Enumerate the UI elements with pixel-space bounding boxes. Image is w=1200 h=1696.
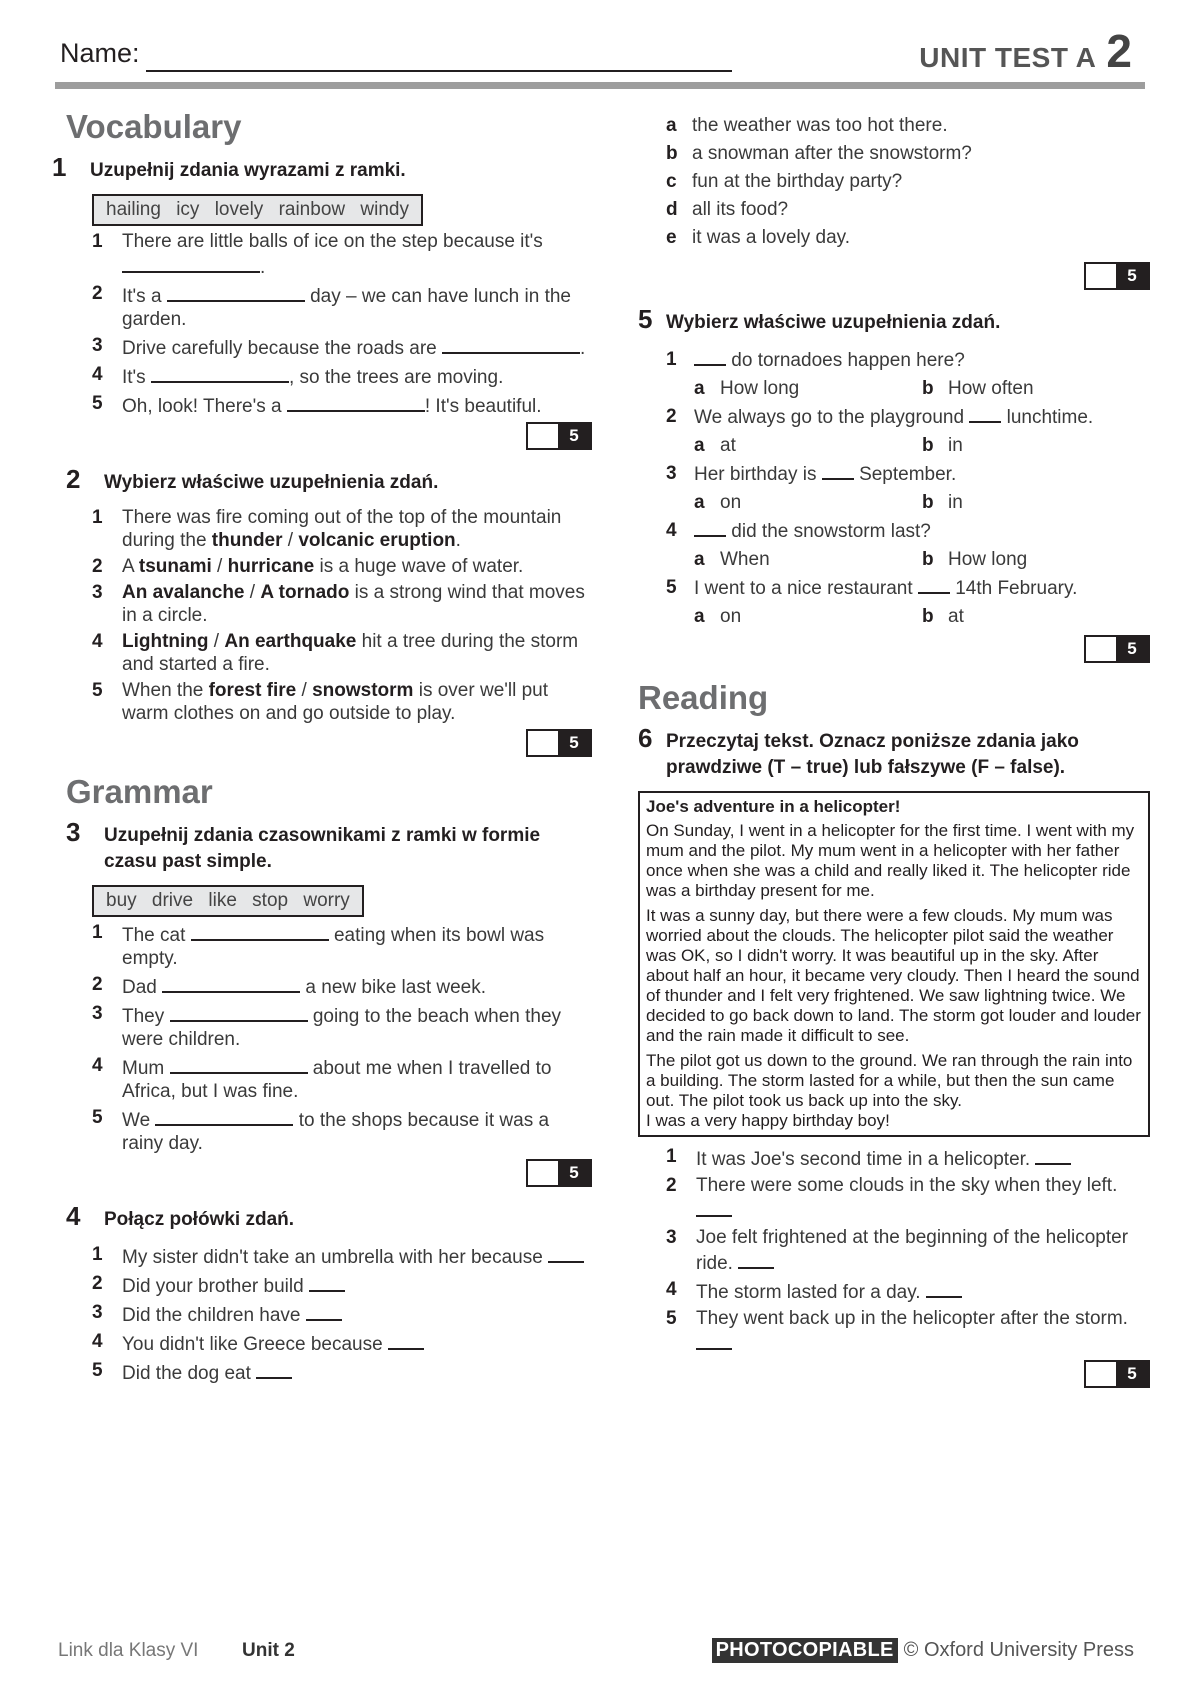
item-text: a new bike last week. [305,977,487,998]
item-text: 14th February. [955,578,1078,599]
item-text: all its food? [692,199,789,220]
item-number: 1 [92,1244,103,1265]
score-max: 5 [558,424,590,448]
answer-blank[interactable] [442,334,580,354]
item-number: 1 [666,349,677,370]
item-text: lunchtime. [1006,407,1094,428]
list-item [92,334,592,360]
exercise-number: 1 [52,152,67,182]
exercise-3-heading [52,819,592,875]
item-number: 3 [666,463,677,484]
list-item: 3 An avalanche / A tornado is a strong wind that moves in a circle. [92,582,585,626]
exercise-instruction: Wybierz właściwe uzupełnienia zdań. [666,312,1001,333]
photocopiable-badge: PHOTOCOPIABLE [712,1638,898,1663]
score-box [638,635,1150,663]
item-number: 4 [666,1279,677,1300]
item-number: 4 [666,520,677,541]
item-text: We always go to the playground [694,407,965,428]
item-number: 5 [92,1360,103,1381]
item-text: We [122,1110,151,1131]
item-text: Joe felt frightened at the beginning of the helicopter ride. [696,1227,1129,1274]
list-item [92,1002,592,1051]
exercise-5-items [666,346,1150,631]
reading-passage [638,791,1150,1137]
name-write-line[interactable] [146,70,732,72]
item-text: A [122,556,134,577]
score-box [52,422,592,450]
answer-blank[interactable] [918,574,950,594]
option-b[interactable]: b How often [922,378,1034,399]
choice-option[interactable]: snowstorm [312,680,414,701]
item-number: 5 [666,577,677,598]
option-a[interactable]: a at [694,435,736,456]
item-number: 5 [92,680,103,701]
item-text: The cat [122,925,186,946]
section-title-vocabulary: Vocabulary [66,108,242,145]
item-letter: b [666,143,678,164]
exercise-4-items [52,1243,592,1385]
item-text: is a huge wave of water. [319,556,524,577]
score-box [52,729,592,757]
score-box [638,1360,1150,1388]
choice-option[interactable]: volcanic eruption [298,530,456,551]
answer-blank[interactable] [694,346,726,366]
item-text: day – we can have lunch in the garden. [122,286,571,330]
list-item [666,224,1150,252]
list-item [666,168,1150,196]
exercise-number: 4 [66,1201,81,1231]
exercise-instruction: Uzupełnij zdania wyrazami z ramki. [90,160,406,181]
score-input[interactable] [528,1161,558,1185]
option-a[interactable]: a How long [694,378,800,399]
footer-unit: Unit 2 [242,1640,295,1661]
item-number: 5 [666,1308,677,1329]
score-input[interactable] [1086,1362,1116,1386]
item-number: 3 [92,582,103,603]
item-number: 3 [666,1227,677,1248]
item-text: It was Joe's second time in a helicopter. [696,1149,1031,1170]
item-letter: a [666,115,677,136]
item-text: Her birthday is [694,464,817,485]
passage-paragraph: The pilot got us down to the ground. We ran through the rain into a building. The storm lasted for a while, but then the sun came out. The pilot took us back up into the sky. [646,1051,1133,1110]
item-text: Dad [122,977,157,998]
item-number: 1 [92,507,103,528]
question [666,346,1150,375]
options [666,546,1150,574]
item-number: 5 [92,393,103,414]
score-max: 5 [558,731,590,755]
item-text: a snowman after the snowstorm? [692,143,972,164]
answer-blank[interactable] [388,1330,424,1350]
list-item [92,392,592,418]
item-number: 2 [92,283,103,304]
item-text: is a strong wind that moves in a circle. [122,582,585,626]
exercise-instruction: Połącz połówki zdań. [104,1209,295,1230]
item-number: 1 [92,231,103,252]
test-title-text: UNIT TEST A [919,42,1097,73]
answer-blank[interactable] [309,1272,345,1292]
item-text: The storm lasted for a day. [696,1282,921,1303]
item-letter: e [666,227,677,248]
list-item [92,1272,592,1298]
item-text: is over we'll put warm clothes on and go outside to play. [122,680,549,724]
score-max: 5 [1116,637,1148,661]
item-text: You didn't like Greece because [122,1334,383,1355]
exercise-instruction: Przeczytaj tekst. Oznacz poniższe zdania jako prawdziwe (T – true) lub fałszywe (F – false). [666,731,1079,778]
item-number: 2 [92,556,103,577]
item-text: . [455,530,461,551]
answer-blank[interactable] [155,1106,293,1126]
item-text: going to the beach when they were children. [122,1006,562,1050]
item-number: 2 [92,974,103,995]
item-text: There were some clouds in the sky when they left. [696,1175,1118,1196]
answer-blank[interactable] [696,1330,732,1350]
choice-option[interactable]: forest fire [208,680,297,701]
exercise-6-heading [638,725,1150,781]
exercise-instruction: Uzupełnij zdania czasownikami z ramki w formie czasu past simple. [104,825,541,872]
exercise-number: 2 [66,464,81,494]
answer-blank[interactable] [738,1249,774,1269]
item-text: It's a [122,286,162,307]
passage-paragraph: On Sunday, I went in a helicopter for the first time. I went with my mum and the pilot. My mum went in a helicopter with her father once when she was a child and really liked it. The helicopter ride was a birthday present for me. [646,821,1135,900]
test-title [919,24,1132,78]
item-letter: c [666,171,677,192]
item-text: It's [122,367,146,388]
exercise-4-heading [52,1203,592,1233]
word-box: buy drive like stop worry [92,885,364,917]
option-a[interactable]: a on [694,492,742,513]
item-number: 2 [92,1273,103,1294]
score-max: 5 [1116,1362,1148,1386]
item-text: I went to a nice restaurant [694,578,913,599]
answer-blank[interactable] [167,282,305,302]
item-text: Did the dog eat [122,1363,251,1384]
item-text: hit a tree during the storm and started a fire. [122,631,579,675]
item-number: 5 [92,1107,103,1128]
list-item [666,1278,1150,1304]
answer-blank[interactable] [694,517,726,537]
section-title-grammar: Grammar [66,773,213,810]
option-b[interactable]: b at [922,606,964,627]
score-max: 5 [1116,264,1148,288]
list-item [666,1174,1150,1223]
item-text: eating when its bowl was empty. [122,925,545,969]
list-item [92,1243,592,1269]
list-item [92,973,592,999]
item-text: the weather was too hot there. [692,115,948,136]
answer-blank[interactable] [191,921,329,941]
item-text: do tornadoes happen here? [731,350,965,371]
item-number: 4 [92,631,103,652]
item-text: did the snowstorm last? [731,521,931,542]
item-text: Did the children have [122,1305,301,1326]
question [666,460,1150,489]
score-box [52,1159,592,1187]
exercise-number: 6 [638,723,653,753]
list-item: 4 Lightning / An earthquake hit a tree during the storm and started a fire. [92,631,579,675]
choice-option[interactable]: A tornado [260,582,350,603]
item-text: to the shops because it was a rainy day. [122,1110,550,1154]
answer-blank[interactable] [696,1197,732,1217]
answer-blank[interactable] [969,403,1001,423]
list-item [666,1307,1150,1356]
header-rule [55,82,1145,89]
list-item [92,363,592,389]
options [666,375,1150,403]
list-item [92,230,592,279]
option-a[interactable]: a When [694,549,770,570]
unit-number: 2 [1106,25,1132,77]
answer-blank[interactable] [822,460,854,480]
item-text: My sister didn't take an umbrella with her because [122,1247,543,1268]
item-text: about me when I travelled to Africa, but I was fine. [122,1058,552,1102]
options [666,489,1150,517]
right-column [638,108,1150,1404]
item-number: 4 [92,364,103,385]
score-input[interactable] [1086,637,1116,661]
item-text: , so the trees are moving. [288,367,504,388]
list-item [92,282,592,331]
item-text: Mum [122,1058,165,1079]
exercise-2-items [52,506,592,725]
answer-blank[interactable] [287,392,425,412]
list-item: 1 There was fire coming out of the top of the mountain during the thunder / volcanic eruption. [92,507,562,551]
answer-blank[interactable] [1035,1145,1071,1165]
exercise-5-heading [638,306,1150,336]
answer-blank[interactable] [548,1243,584,1263]
item-text: They went back up in the helicopter after the storm. [696,1308,1128,1329]
item-text: Drive carefully because the roads are [122,338,437,359]
name-label: Name: [60,38,140,68]
exercise-number: 5 [638,304,653,334]
item-text: Did your brother build [122,1276,304,1297]
item-text: . [580,338,586,359]
answer-blank[interactable] [122,253,260,273]
list-item: 5 When the forest fire / snowstorm is over we'll put warm clothes on and go outside to play. [92,680,549,724]
choice-option[interactable]: hurricane [227,556,315,577]
answer-blank[interactable] [162,973,300,993]
exercise-3-items [52,921,592,1155]
list-item [666,112,1150,140]
item-letter: d [666,199,678,220]
score-input[interactable] [1086,264,1116,288]
item-text: Oh, look! There's a [122,396,282,417]
item-text: it was a lovely day. [692,227,851,248]
item-text: There was fire coming out of the top of the mountain during the [122,507,562,551]
item-number: 3 [92,1003,103,1024]
item-text: When the [122,680,204,701]
passage-paragraph: I was a very happy birthday boy! [646,1111,890,1130]
list-item [666,1145,1150,1171]
exercise-instruction: Wybierz właściwe uzupełnienia zdań. [104,472,439,493]
score-input[interactable] [528,424,558,448]
copyright-text: © Oxford University Press [903,1639,1134,1661]
answer-blank[interactable] [170,1054,308,1074]
passage-title: Joe's adventure in a helicopter! [646,797,901,816]
question [666,517,1150,546]
exercise-2-heading [52,466,592,496]
list-item: 2 A tsunami / hurricane is a huge wave of water. [92,556,524,577]
answer-blank[interactable] [170,1002,308,1022]
exercise-6-items [638,1145,1150,1356]
list-item [92,1301,592,1327]
item-number: 2 [666,1175,677,1196]
item-number: 3 [92,1302,103,1323]
item-number: 2 [666,406,677,427]
choice-option[interactable]: thunder [211,530,283,551]
question [666,403,1150,432]
list-item [92,1054,592,1103]
item-text: . [260,257,266,278]
choice-option[interactable]: An avalanche [122,582,245,603]
list-item [92,1330,592,1356]
exercise-4-endings [666,112,1150,252]
exercise-number: 3 [66,817,81,847]
score-max: 5 [558,1161,590,1185]
answer-blank[interactable] [151,363,289,383]
item-text: September. [859,464,957,485]
score-input[interactable] [528,731,558,755]
item-number: 1 [666,1146,677,1167]
exercise-1-items [52,230,592,418]
left-column [52,108,592,1388]
list-item [666,140,1150,168]
answer-blank[interactable] [306,1301,342,1321]
options [666,603,1150,631]
list-item [92,1359,592,1385]
list-item [666,196,1150,224]
item-number: 1 [92,922,103,943]
question [666,574,1150,603]
list-item [92,1106,592,1155]
option-b[interactable]: b in [922,492,963,513]
options [666,432,1150,460]
choice-option[interactable]: tsunami [138,556,212,577]
item-number: 4 [92,1055,103,1076]
option-a[interactable]: a on [694,606,742,627]
list-item [92,921,592,970]
exercise-1-heading [52,154,592,184]
item-text: They [122,1006,165,1027]
choice-option[interactable]: An earthquake [224,631,357,652]
list-item [666,1226,1150,1275]
score-box [638,262,1150,290]
item-text: ! It's beautiful. [424,396,542,417]
answer-blank[interactable] [256,1359,292,1379]
footer-book-title: Link dla Klasy VI [58,1640,199,1661]
footer-copyright [712,1638,1134,1663]
item-text: There are little balls of ice on the step because it's [122,231,543,252]
word-box: hailing icy lovely rainbow windy [92,194,423,226]
option-b[interactable]: b in [922,435,963,456]
item-number: 4 [92,1331,103,1352]
passage-paragraph: It was a sunny day, but there were a few clouds. My mum was worried about the clouds. The helicopter pilot said the weather was OK, so I didn't worry. It was beautiful up in the sky. After about half an hour, it became very cloudy. Then I heard the sound of thunder and I felt very frightened. We saw lightning twice. We decided to go back down to land. The storm got louder and louder and the rain made it difficult to see. [646,906,1141,1045]
choice-option[interactable]: Lightning [122,631,209,652]
section-title-reading: Reading [638,679,769,716]
option-b[interactable]: b How long [922,549,1028,570]
item-number: 3 [92,335,103,356]
item-text: fun at the birthday party? [692,171,903,192]
answer-blank[interactable] [926,1278,962,1298]
